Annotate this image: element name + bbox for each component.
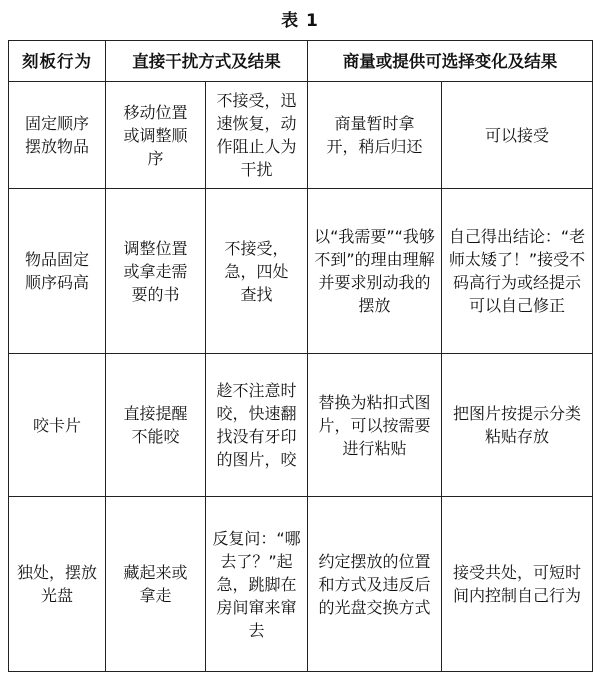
cell-option-result: 可以接受: [442, 82, 593, 189]
cell-direct-method: 直接提醒不能咬: [106, 354, 206, 497]
cell-option-result: 接受共处，可短时间内控制自己行为: [442, 497, 593, 672]
cell-option-method: 替换为粘扣式图片，可以按需要进行粘贴: [308, 354, 442, 497]
behavior-table: [8, 40, 593, 672]
cell-behavior: 独处，摆放光盘: [9, 497, 106, 672]
header-options: 商量或提供可选择变化及结果: [308, 41, 593, 82]
cell-option-method: 商量暂时拿开，稍后归还: [308, 82, 442, 189]
table-row: [9, 354, 593, 497]
cell-direct-method: 调整位置或拿走需要的书: [106, 189, 206, 354]
cell-direct-method: 藏起来或拿走: [106, 497, 206, 672]
table-caption: 表 1: [281, 11, 319, 31]
cell-direct-method: 移动位置或调整顺序: [106, 82, 206, 189]
cell-option-method: 以“我需要”“我够不到”的理由理解并要求别动我的摆放: [308, 189, 442, 354]
cell-direct-result: 不接受，迅速恢复，动作阻止人为干扰: [206, 82, 308, 189]
cell-direct-result: 趁不注意时咬，快速翻找没有牙印的图片，咬: [206, 354, 308, 497]
cell-option-result: 把图片按提示分类粘贴存放: [442, 354, 593, 497]
cell-option-result: 自己得出结论：“老师太矮了！”接受不码高行为或经提示可以自己修正: [442, 189, 593, 354]
cell-direct-result: 不接受，急，四处查找: [206, 189, 308, 354]
table-row: [9, 189, 593, 354]
table-row: [9, 82, 593, 189]
cell-behavior: 物品固定顺序码高: [9, 189, 106, 354]
cell-behavior: 固定顺序摆放物品: [9, 82, 106, 189]
cell-direct-result: 反复问：“哪去了？”起急，跳脚在房间窜来窜去: [206, 497, 308, 672]
table-row: [9, 497, 593, 672]
header-row: [9, 41, 593, 82]
header-direct: 直接干扰方式及结果: [106, 41, 308, 82]
cell-behavior: 咬卡片: [9, 354, 106, 497]
cell-option-method: 约定摆放的位置和方式及违反后的光盘交换方式: [308, 497, 442, 672]
header-behavior: 刻板行为: [9, 41, 106, 82]
